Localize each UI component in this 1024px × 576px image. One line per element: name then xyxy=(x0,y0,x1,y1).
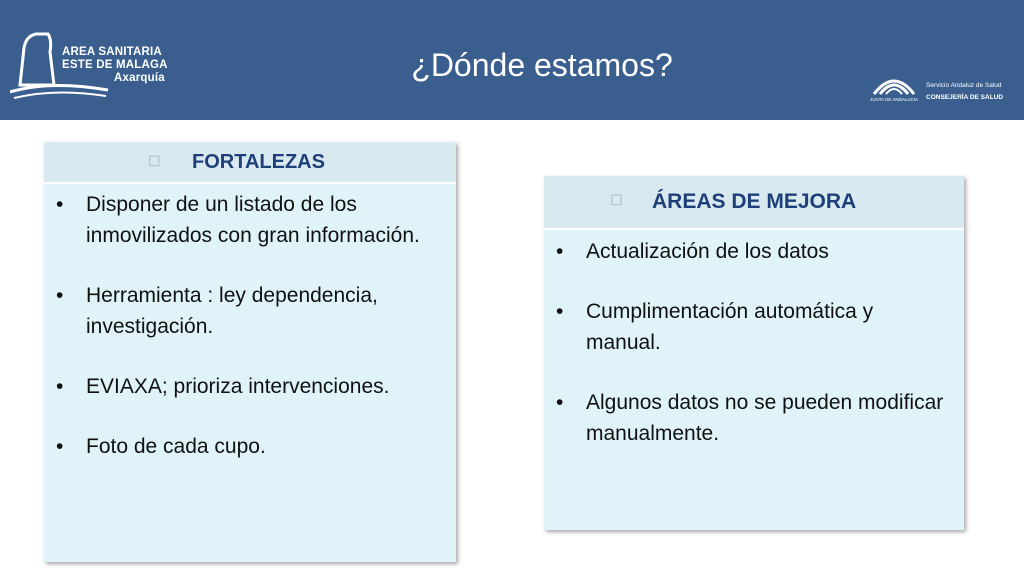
list-item: • EVIAXA; prioriza intervenciones. xyxy=(50,371,450,402)
check-icon: ☐ xyxy=(148,153,161,169)
check-icon: ☐ xyxy=(610,192,623,208)
mejora-heading: ÁREAS DE MEJORA xyxy=(652,190,857,213)
consejeria-label: CONSEJERÍA DE SALUD xyxy=(926,94,1004,101)
page-title: ¿Dónde estamos? xyxy=(411,47,673,83)
logo-line1: AREA SANITARIA xyxy=(62,46,162,58)
list-item: • Foto de cada cupo. xyxy=(50,431,450,462)
list-item: • Herramienta : ley dependencia, investigación. xyxy=(50,280,450,342)
list-item: • Cumplimentación automática y manual. xyxy=(550,296,950,358)
list-item: • Algunos datos no se pueden modificar manualmente. xyxy=(550,387,950,449)
junta-label: JUNTA DE ANDALUCIA xyxy=(870,97,919,102)
areas-mejora-panel xyxy=(544,176,964,530)
mejora-header xyxy=(544,176,964,230)
sas-label: Servicio Andaluz de Salud xyxy=(926,82,1002,89)
fortalezas-header xyxy=(44,142,456,184)
list-item: • Actualización de los datos xyxy=(550,236,950,267)
list-item: • Disponer de un listado de los inmovilizados con gran información. xyxy=(50,189,450,251)
header-bar xyxy=(0,0,1024,120)
fortalezas-panel xyxy=(44,142,456,562)
junta-arch-icon xyxy=(870,70,918,98)
fortalezas-heading: FORTALEZAS xyxy=(192,151,325,173)
logo-line2: ESTE DE MALAGA xyxy=(62,59,168,71)
junta-andalucia-logo xyxy=(870,70,1020,110)
logo-line3: Axarquía xyxy=(114,72,165,84)
mejora-list xyxy=(550,236,950,478)
fortalezas-list xyxy=(50,189,450,491)
